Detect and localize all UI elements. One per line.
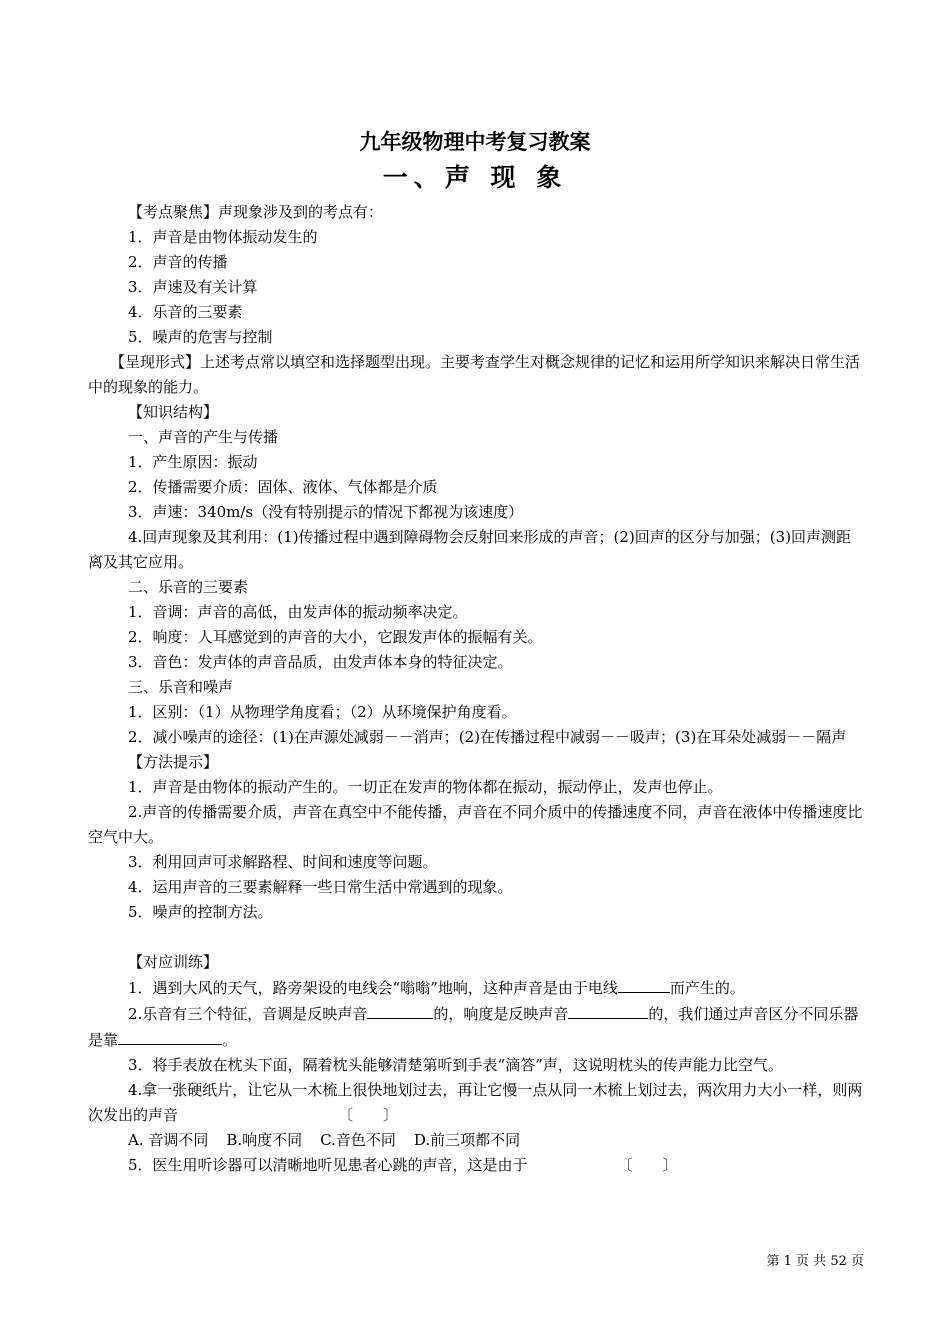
method-item: 4．运用声音的三要素解释一些日常生活中常遇到的现象。 [128,878,513,896]
practice-question-2 [88,1001,864,1053]
structure-heading: 【知识结构】 [128,403,219,421]
method-item: 3．利用回声可求解路程、时间和速度等问题。 [128,853,438,871]
option-c[interactable]: C.音色不同 [320,1131,396,1149]
question-text: 的，我们通过声音区分不同乐器是靠 [88,1005,859,1049]
question-text: 而产生的。 [669,979,745,997]
question-text: 的，响度是反映声音 [433,1005,569,1023]
question-text: 4.拿一张硬纸片，让它从一木梳上很快地划过去，再让它慢一点从同一木梳上划过去，两次用力大小一样，则两次发出的声音 [88,1081,863,1124]
page-number: 第 1 页 共 52 页 [766,1254,864,1269]
practice-question-4-options [88,1128,864,1153]
structure-item: 2．响度：人耳感觉到的声音的大小，它跟发声体的振幅有关。 [128,628,543,646]
structure-item: 1．区别：（1）从物理学角度看；（2）从环境保护角度看。 [128,703,517,721]
question-text: 。 [222,1031,238,1049]
method-heading: 【方法提示】 [128,753,219,771]
answer-blank[interactable] [367,1001,433,1019]
structure-section-2-heading: 二、乐音的三要素 [128,578,249,596]
answer-bracket[interactable]: 〔 〕 [617,1156,678,1174]
method-item: 5．噪声的控制方法。 [128,903,273,921]
answer-blank[interactable] [618,975,670,993]
question-text: 2.乐音有三个特征，音调是反映声音 [128,1005,368,1023]
option-b[interactable]: B.响度不同 [226,1131,303,1149]
practice-question-4 [88,1078,864,1128]
practice-heading: 【对应训练】 [128,953,219,971]
method-item: 1．声音是由物体的振动产生的。一切正在发声的物体都在振动，振动停止，发声也停止。 [128,778,723,796]
focus-item: 1．声音是由物体振动发生的 [128,228,318,246]
question-text: 1．遇到大风的天气，路旁架设的电线会“嗡嗡”地响，这种声音是由于电线 [128,979,618,997]
focus-item: 3．声速及有关计算 [128,278,258,296]
section-title: 一、声 现 象 [382,163,568,192]
structure-item: 2．传播需要介质：固体、液体、气体都是介质 [128,478,438,496]
answer-bracket[interactable]: 〔 〕 [338,1106,399,1124]
structure-section-3-heading: 三、乐音和噪声 [128,678,234,696]
structure-item: 3．音色：发声体的声音品质，由发声体本身的特征决定。 [128,653,513,671]
focus-heading: 【考点聚焦】声现象涉及到的考点有： [128,203,384,221]
focus-item: 5．噪声的危害与控制 [128,328,273,346]
method-item: 2.声音的传播需要介质，声音在真空中不能传播，声音在不同介质中的传播速度不同，声音在液体中传播速度比空气中大。 [88,803,863,846]
structure-section-1-heading: 一、声音的产生与传播 [128,428,279,446]
option-d[interactable]: D.前三项都不同 [413,1131,521,1149]
structure-item: 1．音调：声音的高低，由发声体的振动频率决定。 [128,603,468,621]
structure-item: 2．减小噪声的途径：(1)在声源处减弱－－消声；(2)在传播过程中减弱－－吸声；(3)在耳朵处减弱－－隔声 [128,728,847,746]
form-paragraph: 【呈现形式】上述考点常以填空和选择题型出现。主要考查学生对概念规律的记忆和运用所学知识来解决日常生活中的现象的能力。 [88,353,861,396]
focus-item: 2．声音的传播 [128,253,228,271]
question-text: 5．医生用听诊器可以清晰地听见患者心跳的声音，这是由于 [128,1156,528,1174]
practice-question-3: 3．将手表放在枕头下面，隔着枕头能够清楚第听到手表“滴答”声，这说明枕头的传声能力比空气。 [128,1056,783,1074]
focus-item: 4．乐音的三要素 [128,303,243,321]
practice-question-5 [88,1153,864,1178]
answer-blank[interactable] [568,1001,648,1019]
option-a[interactable]: A. 音调不同 [128,1131,209,1149]
page-title: 九年级物理中考复习教案 [359,130,591,154]
answer-blank[interactable] [118,1027,222,1045]
structure-item: 3．声速：340m/s（没有特别提示的情况下都视为该速度） [128,503,524,521]
document-body [88,200,864,1178]
structure-item: 4.回声现象及其利用：(1)传播过程中遇到障碍物会反射回来形成的声音；(2)回声的区分与加强；(3)回声测距离及其它应用。 [88,528,852,571]
structure-item: 1．产生原因：振动 [128,453,258,471]
practice-question-1 [88,975,864,1001]
